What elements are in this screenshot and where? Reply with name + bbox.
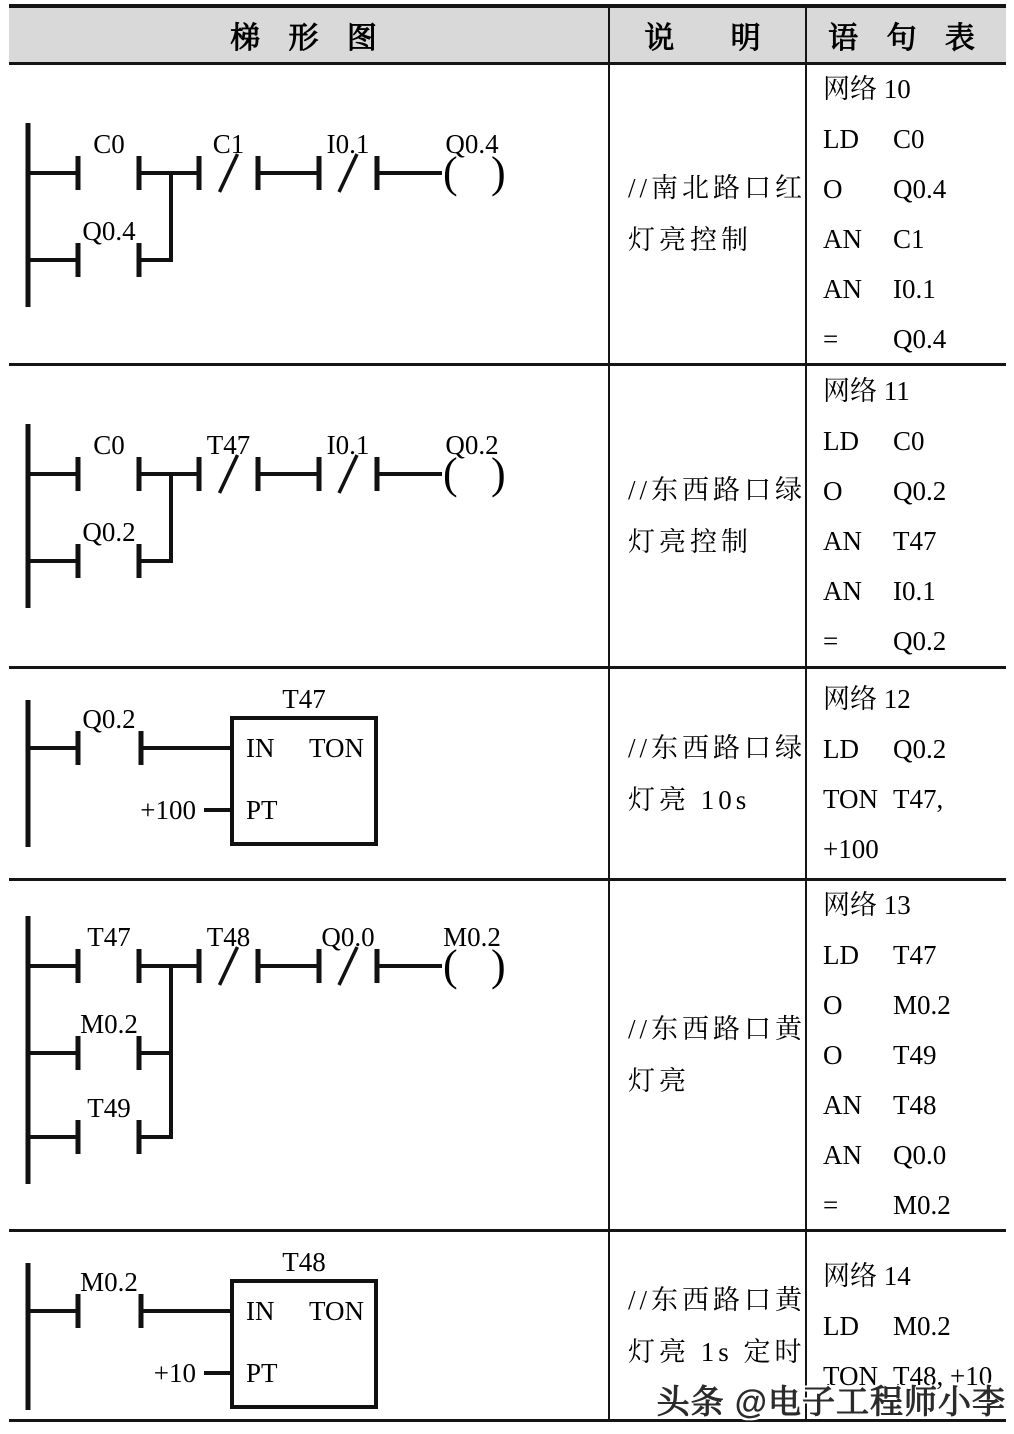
statement-line <box>823 774 1006 824</box>
coil-left-paren: ( <box>443 449 458 498</box>
contact-label: T48 <box>206 922 251 952</box>
description-cell <box>608 65 805 363</box>
statement-op: LD <box>823 124 859 154</box>
description-line: //南北路口红 <box>628 173 807 203</box>
contact-label: Q0.2 <box>82 517 136 547</box>
statement-arg: Q0.4 <box>893 324 947 354</box>
statement-op: AN <box>823 526 862 556</box>
statement-arg: M0.2 <box>893 990 951 1020</box>
coil-right-paren: ) <box>491 148 506 197</box>
coil-left-paren: ( <box>443 941 458 990</box>
statement-list-cell <box>805 366 1006 666</box>
network-label-line: 网络 13 <box>823 890 911 920</box>
statement-line <box>823 1030 1006 1080</box>
description-line: 灯亮控制 <box>628 527 752 557</box>
coil-label: Q0.4 <box>445 129 499 159</box>
description-line: 灯亮 <box>628 1066 690 1096</box>
table-header-row <box>9 8 1006 65</box>
timer-pt-pin: PT <box>246 1358 278 1388</box>
statement-line <box>823 214 1006 264</box>
statement-line <box>823 930 1006 980</box>
statement-line <box>823 1301 1006 1351</box>
statement-op: AN <box>823 576 862 606</box>
ladder-cell <box>9 366 608 666</box>
statement-line <box>823 466 1006 516</box>
statement-arg: C0 <box>893 124 925 154</box>
contact-label: I0.1 <box>326 129 370 159</box>
contact-label: C0 <box>93 430 125 460</box>
description-line: //东西路口黄 <box>628 1284 807 1315</box>
contact-label: Q0.4 <box>82 216 136 246</box>
contact-label: T47 <box>87 922 131 952</box>
ladder-cell <box>9 65 608 363</box>
statement-line <box>823 264 1006 314</box>
statement-line <box>823 980 1006 1030</box>
ladder-cell <box>9 1232 608 1419</box>
description-cell <box>608 366 805 666</box>
statement-op: = <box>823 1190 839 1220</box>
contact-label: Q0.0 <box>321 922 375 952</box>
statement-arg: T47 <box>893 526 937 556</box>
statement-line <box>823 1080 1006 1130</box>
contact-label: M0.2 <box>80 1009 138 1039</box>
statement-arg: T47 <box>893 940 937 970</box>
statement-op: LD <box>823 733 859 764</box>
plc-program-table <box>9 4 1006 1422</box>
coil-label: Q0.2 <box>445 430 499 460</box>
contact-label: I0.1 <box>326 430 370 460</box>
statement-arg: T47, <box>893 783 944 814</box>
statement-op: = <box>823 626 839 656</box>
statement-arg: I0.1 <box>893 274 936 304</box>
table-row <box>9 669 1006 881</box>
contact-label: C1 <box>212 129 245 159</box>
timer-in-pin: IN <box>246 733 275 763</box>
header-statement-column: 语 句 表 <box>805 8 1006 62</box>
timer-pt-value: +10 <box>153 1358 196 1388</box>
table-row <box>9 65 1006 366</box>
statement-arg: T49 <box>893 1040 937 1070</box>
statement-arg: Q0.0 <box>893 1140 947 1170</box>
statement-op: O <box>823 990 843 1020</box>
statement-arg: Q0.2 <box>893 476 947 506</box>
statement-line <box>823 1130 1006 1180</box>
network-label-line: 网络 14 <box>823 1260 911 1291</box>
statement-arg: C1 <box>893 224 925 254</box>
statement-line <box>823 566 1006 616</box>
ladder-cell <box>9 881 608 1229</box>
statement-line <box>823 616 1006 666</box>
ladder-cell <box>9 669 608 878</box>
description-cell <box>608 669 805 878</box>
timer-type: TON <box>308 733 364 763</box>
statement-line <box>823 314 1006 364</box>
statement-arg: C0 <box>893 426 925 456</box>
description-line: //东西路口黄 <box>628 1014 807 1044</box>
contact-label: T49 <box>87 1093 131 1123</box>
ladder-diagram <box>9 881 608 1229</box>
statement-arg: T48, +10 <box>893 1360 993 1391</box>
statement-arg: Q0.2 <box>893 733 947 764</box>
statement-line <box>823 416 1006 466</box>
ladder-diagram <box>9 669 608 878</box>
description-line: //东西路口绿 <box>628 732 807 763</box>
network-label-line: 网络 10 <box>823 74 911 104</box>
timer-label: T47 <box>282 684 326 714</box>
watermark: 头条 @电子工程师小李 <box>656 1383 1006 1420</box>
statement-list-cell <box>805 669 1006 878</box>
ladder-diagram <box>9 65 608 363</box>
network-label-line: +100 <box>823 833 879 864</box>
contact-label: T47 <box>206 430 251 460</box>
timer-label: T48 <box>282 1247 326 1277</box>
statement-arg: M0.2 <box>893 1190 951 1220</box>
statement-op: LD <box>823 1310 859 1341</box>
description-line: //东西路口绿 <box>628 475 807 505</box>
timer-pt-pin: PT <box>246 795 278 825</box>
statement-arg: T48 <box>893 1090 937 1120</box>
ladder-diagram <box>9 366 608 666</box>
description-line: 灯亮控制 <box>628 225 752 255</box>
header-description-column: 说 明 <box>608 8 805 62</box>
contact-label: C0 <box>93 129 125 159</box>
coil-right-paren: ) <box>491 449 506 498</box>
statement-line <box>823 1180 1006 1230</box>
timer-pt-value: +100 <box>140 795 196 825</box>
statement-line <box>823 516 1006 566</box>
statement-arg: I0.1 <box>893 576 936 606</box>
statement-op: = <box>823 324 839 354</box>
statement-arg: Q0.4 <box>893 174 947 204</box>
statement-op: TON <box>823 783 879 814</box>
statement-list-cell <box>805 65 1006 363</box>
statement-op: LD <box>823 940 859 970</box>
timer-in-pin: IN <box>246 1296 275 1326</box>
description-cell <box>608 881 805 1229</box>
statement-op: AN <box>823 1140 862 1170</box>
statement-list-cell <box>805 881 1006 1229</box>
statement-op: LD <box>823 426 859 456</box>
statement-op: AN <box>823 224 862 254</box>
coil-left-paren: ( <box>443 148 458 197</box>
statement-op: TON <box>823 1360 879 1391</box>
table-body <box>9 65 1006 1422</box>
contact-label: M0.2 <box>80 1267 138 1297</box>
statement-op: O <box>823 174 843 204</box>
statement-line <box>823 114 1006 164</box>
statement-arg: Q0.2 <box>893 626 947 656</box>
description-line: 灯亮 10s <box>628 784 751 815</box>
statement-op: O <box>823 1040 843 1070</box>
statement-line <box>823 164 1006 214</box>
statement-op: AN <box>823 1090 862 1120</box>
coil-right-paren: ) <box>491 941 506 990</box>
table-row <box>9 366 1006 669</box>
statement-op: AN <box>823 274 862 304</box>
network-label-line: 网络 11 <box>823 376 910 406</box>
timer-type: TON <box>308 1296 364 1326</box>
ladder-diagram <box>9 1232 608 1419</box>
table-row <box>9 881 1006 1232</box>
description-line: 灯亮 1s 定时 <box>628 1336 806 1367</box>
coil-label: M0.2 <box>443 922 501 952</box>
statement-arg: M0.2 <box>893 1310 951 1341</box>
statement-line <box>823 724 1006 774</box>
network-label-line: 网络 12 <box>823 683 911 714</box>
header-ladder-column: 梯 形 图 <box>230 22 387 55</box>
contact-label: Q0.2 <box>82 704 136 734</box>
statement-op: O <box>823 476 843 506</box>
